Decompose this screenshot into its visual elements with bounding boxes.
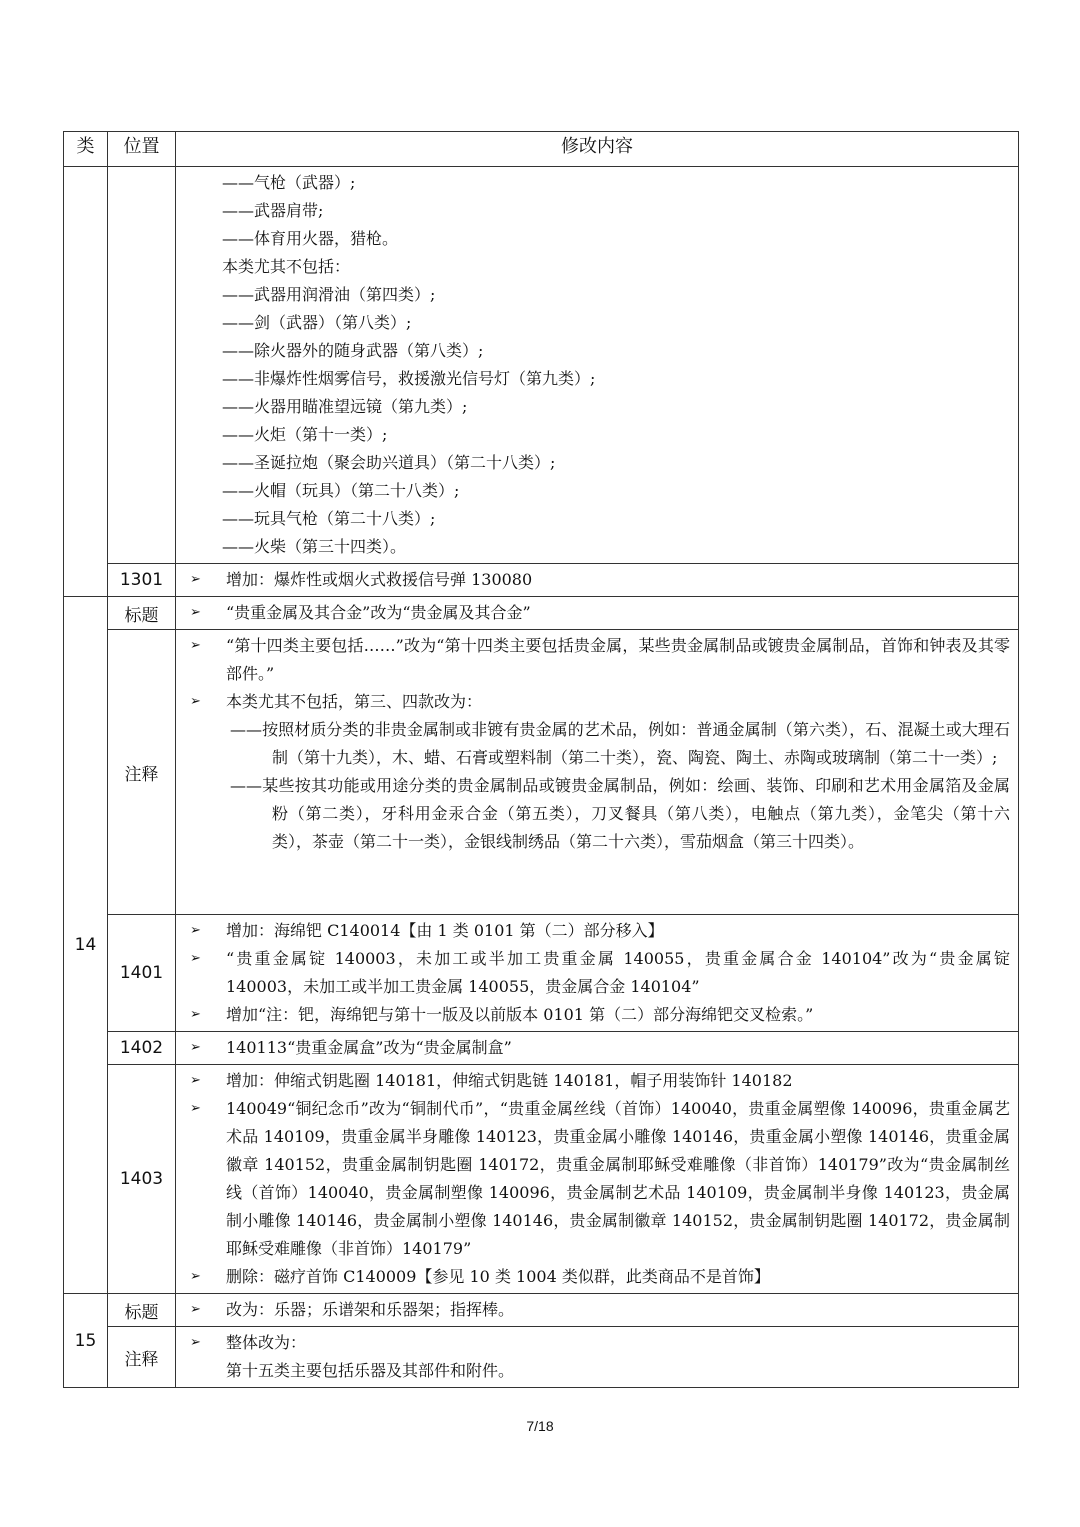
bullet-arrow-icon: ➢ [190, 572, 201, 587]
table-row [64, 167, 1019, 564]
content-cell [176, 1065, 1019, 1294]
text-line: 本类尤其不包括： [222, 257, 351, 276]
text-line: ——火炬（第十一类）; [222, 425, 388, 444]
position-cell: 注释 [108, 630, 176, 915]
position-cell: 1301 [108, 564, 176, 597]
content-cell [176, 1294, 1019, 1327]
position-cell: 1402 [108, 1032, 176, 1065]
bullet-arrow-icon: ➢ [190, 694, 201, 709]
text-line: ——火帽（玩具）（第二十八类）; [222, 481, 460, 500]
class-cell: 14 [64, 597, 108, 1294]
class-cell-empty [64, 167, 108, 597]
table-row [64, 1065, 1019, 1294]
text-line: ——圣诞拉炮（聚会助兴道具）（第二十八类）; [222, 453, 556, 472]
table-row [64, 630, 1019, 915]
bullet-item: ➢ 140113“贵重金属盒”改为“贵金属制盒” [186, 1034, 1010, 1062]
bullet-item: ➢ 整体改为： [186, 1329, 1010, 1357]
bullet-arrow-icon: ➢ [190, 605, 201, 620]
position-cell-empty [108, 167, 176, 564]
content-cell [176, 167, 1019, 564]
bullet-item: ➢ 删除：磁疗首饰 C140009【参见 10 类 1004 类似群，此类商品不是首饰】 [186, 1263, 1010, 1291]
amendment-table [63, 131, 1019, 1388]
text-line: ——气枪（武器）; [222, 173, 356, 192]
bullet-item: ➢ 增加“注：钯，海绵钯与第十一版及以前版本 0101 第（二）部分海绵钯交叉检索。” [186, 1001, 1010, 1029]
content-cell [176, 597, 1019, 630]
content-cell [176, 1032, 1019, 1065]
header-position: 位置 [108, 132, 176, 167]
bullet-arrow-icon: ➢ [190, 1101, 201, 1116]
class-cell: 15 [64, 1294, 108, 1388]
bullet-arrow-icon: ➢ [190, 923, 201, 938]
bullet-arrow-icon: ➢ [190, 638, 201, 653]
table-row [64, 915, 1019, 1032]
content-cell [176, 630, 1019, 915]
text-line: ——火柴（第三十四类）。 [222, 537, 407, 556]
text-line: ——玩具气枪（第二十八类）; [222, 509, 436, 528]
position-cell: 1401 [108, 915, 176, 1032]
bullet-item: ➢ “贵重金属及其合金”改为“贵金属及其合金” [186, 599, 1010, 627]
table-row [64, 1032, 1019, 1065]
table-header-row [64, 132, 1019, 167]
position-cell: 标题 [108, 1294, 176, 1327]
bullet-item: ➢ 改为：乐器；乐谱架和乐器架；指挥棒。 [186, 1296, 1010, 1324]
dash-item: ——某些按其功能或用途分类的贵金属制品或镀贵金属制品，例如：绘画、装饰、印刷和艺术用金属箔及金属粉（第二类），牙科用金汞合金（第五类），刀叉餐具（第八类），电触点（第九类），金笔尖（第十六类），茶壶（第二十一类），金银线制绣品（第二十六类），雪茄烟盒（第三十四类）。 [230, 776, 1010, 851]
text-line: ——体育用火器，猎枪。 [222, 229, 399, 248]
bullet-arrow-icon: ➢ [190, 1335, 201, 1350]
bullet-arrow-icon: ➢ [190, 1269, 201, 1284]
text-line: ——武器肩带; [222, 201, 324, 220]
header-content: 修改内容 [176, 132, 1019, 167]
page-number: 7/18 [526, 1418, 554, 1434]
content-cell [176, 915, 1019, 1032]
table-row [64, 1294, 1019, 1327]
bullet-arrow-icon: ➢ [190, 1040, 201, 1055]
position-cell: 标题 [108, 597, 176, 630]
bullet-item: ➢ “贵重金属锭 140003，未加工或半加工贵重金属 140055，贵重金属合金 140104”改为“贵金属锭 140003，未加工或半加工贵金属 140055，贵金属合金 140104” [186, 945, 1010, 1001]
content-cell [176, 564, 1019, 597]
text-line: ——武器用润滑油（第四类）; [222, 285, 436, 304]
text-line: ——除火器外的随身武器（第八类）; [222, 341, 484, 360]
table-row [64, 1327, 1019, 1388]
position-cell: 注释 [108, 1327, 176, 1388]
content-cell [176, 1327, 1019, 1388]
header-class: 类 [64, 132, 108, 167]
bullet-item: ➢ 增加：伸缩式钥匙圈 140181，伸缩式钥匙链 140181，帽子用装饰针 140182 [186, 1067, 1010, 1095]
dash-item: ——按照材质分类的非贵金属制或非镀有贵金属的艺术品，例如：普通金属制（第六类），石、混凝土或大理石制（第十九类），木、蜡、石膏或塑料制（第二十类），瓷、陶瓷、陶土、赤陶或玻璃制（第二十一类）; [230, 720, 1010, 767]
bullet-arrow-icon: ➢ [190, 1302, 201, 1317]
bullet-arrow-icon: ➢ [190, 1073, 201, 1088]
position-cell: 1403 [108, 1065, 176, 1294]
bullet-item: ➢ 本类尤其不包括，第三、四款改为： [186, 688, 1010, 716]
table-row [64, 597, 1019, 630]
bullet-item: ➢ 140049“铜纪念币”改为“铜制代币”，“贵重金属丝线（首饰）140040，贵重金属塑像 140096，贵重金属艺术品 140109，贵重金属半身雕像 140123，贵重金属小雕像 140146，贵重金属小塑像 140146，贵重金属徽章 140152，贵重金属制钥匙圈 140172，贵重金属制耶稣受难雕像（非首饰）140179”改为“贵金属制丝线（首饰）140040，贵金属制塑像 140096，贵金属制艺术品 140109，贵金属制半身像 140123，贵金属制小雕像 140146，贵金属制小塑像 140146，贵金属制徽章 140152，贵金属制钥匙圈 140172，贵金属制耶稣受难雕像（非首饰）140179” [186, 1095, 1010, 1263]
bullet-item: ➢ 增加：海绵钯 C140014【由 1 类 0101 第（二）部分移入】 [186, 917, 1010, 945]
text-line: ——非爆炸性烟雾信号，救援激光信号灯（第九类）; [222, 369, 596, 388]
bullet-item: ➢ 增加：爆炸性或烟火式救援信号弹 130080 [186, 566, 1010, 594]
bullet-item: ➢ “第十四类主要包括……”改为“第十四类主要包括贵金属，某些贵金属制品或镀贵金属制品，首饰和钟表及其零部件。” [186, 632, 1010, 688]
bullet-arrow-icon: ➢ [190, 1007, 201, 1022]
table-row [64, 564, 1019, 597]
text-line: ——火器用瞄准望远镜（第九类）; [222, 397, 468, 416]
text-line: 第十五类主要包括乐器及其部件和附件。 [226, 1361, 515, 1380]
bullet-arrow-icon: ➢ [190, 951, 201, 966]
text-line: ——剑（武器）（第八类）; [222, 313, 412, 332]
